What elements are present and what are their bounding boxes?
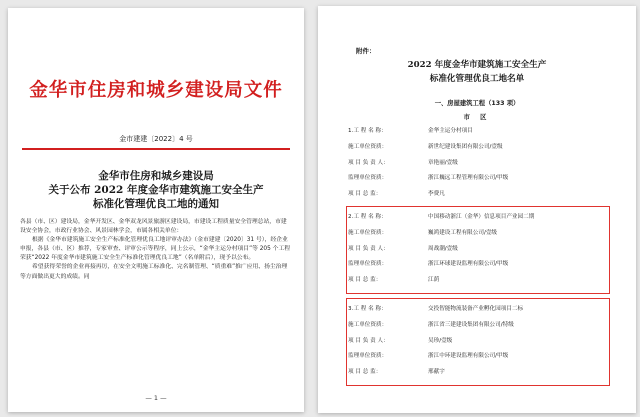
notice-title-line-3: 标准化管理优良工地的通知: [93, 198, 219, 210]
project-row: [348, 242, 606, 258]
field-value: 浙江中环建设监理有限公司/甲级: [428, 353, 509, 360]
field-value: 交投智能物流装备产业孵化园项目二标: [428, 306, 524, 312]
project-row: [348, 302, 606, 318]
body-paragraph-main: 根据《金华市建筑施工安全生产标准化管理优良工地评审办法》（金市建建〔2020〕31 号），经企业申报，各县（市、区）推荐，专家审查、评审公示等程序，同上公示，“金华主运分村项目”等 205 个工程荣获“2022 年度金华市建筑施工安全生产标准化管理优良工地”（名单附后），现予以公布。: [20, 237, 291, 262]
field-label: 项 目 总 监：: [348, 277, 382, 284]
field-label: 监理单位资质：: [348, 261, 388, 268]
project-row: [348, 334, 606, 350]
field-label: 施工单位资质：: [348, 229, 388, 236]
city-heading: 市 区: [463, 114, 491, 121]
field-value: 巍鸿建设工程有限公司/壹级: [428, 229, 498, 236]
field-label: 2.工 程 名 称：: [348, 214, 387, 220]
body-paragraph-recipients: 各县（市、区）建设局，金华开发区、金华双龙风景旅游区建设局，市建设工程质量安全管理总站，市建设安全协会，市政行业协会、风景园林学会，市属各相关单位：: [20, 219, 287, 235]
field-value: 浙江环球建设监理有限公司/甲级: [428, 261, 509, 268]
field-label: 监理单位资质：: [348, 353, 388, 360]
notice-title-line-2: 关于公布 2022 年度金华市建筑施工安全生产: [48, 184, 264, 196]
body-paragraph-closing: 希望获得荣誉的企业再接再厉，在安全文明施工标准化、完名制管理、“质重难”推广应用、扬尘治理等方面做出更大的成绩。同: [20, 264, 288, 280]
project-row: [348, 156, 606, 172]
field-value: 邢献宇: [428, 369, 445, 376]
document-number: 金市建建〔2022〕4 号: [119, 135, 193, 143]
field-value: 浙江巍远工程管理有限公司/甲级: [428, 175, 509, 182]
field-value: 中国移动浙江（金华）信息项目产业园二期: [428, 214, 535, 220]
list-title-line-1: 2022 年度金华市建筑施工安全生产: [407, 60, 547, 70]
page-number: — 1 —: [145, 394, 167, 402]
project-row: [348, 124, 606, 140]
project-row: [348, 226, 606, 242]
project-entry-3: [348, 302, 606, 381]
notice-document-page: [8, 8, 304, 412]
project-row: [348, 273, 606, 289]
field-value: 浙江省三建建设集团有限公司/特级: [428, 321, 514, 328]
project-entry-1: [348, 124, 606, 203]
field-value: 李费凡: [428, 191, 445, 198]
list-title-line-2: 标准化管理优良工地名单: [429, 74, 525, 84]
field-label: 项 目 总 监：: [348, 369, 382, 376]
field-label: 项 目 总 监：: [348, 191, 382, 198]
project-row: [348, 171, 606, 187]
project-row: [348, 140, 606, 156]
field-label: 项 目 负 责 人：: [348, 337, 389, 344]
field-value: 章艳丽/壹级: [428, 159, 458, 166]
red-divider-line: [22, 148, 290, 150]
project-row: [348, 257, 606, 273]
document-red-header: 金华市住房和城乡建设局文件: [29, 80, 283, 101]
notice-body: [20, 218, 292, 282]
field-label: 施工单位资质：: [348, 143, 388, 150]
field-label: 监理单位资质：: [348, 175, 388, 182]
project-entry-2: [348, 210, 606, 289]
field-label: 施工单位资质：: [348, 321, 388, 328]
notice-title-line-1: 金华市住房和城乡建设局: [98, 170, 214, 182]
project-row: [348, 365, 606, 381]
field-value: 江荫: [428, 277, 440, 284]
field-value: 金华主运分村项目: [428, 128, 473, 134]
field-value: 吴珍/壹级: [428, 337, 453, 344]
attachment-label: 附件：: [356, 47, 376, 55]
field-label: 项 目 负 责 人：: [348, 159, 389, 166]
field-label: 3.工 程 名 称：: [348, 306, 387, 312]
project-row: [348, 210, 606, 226]
section-heading: 一、房屋建筑工程（133 项）: [434, 100, 520, 107]
attachment-list-page: [318, 6, 636, 413]
project-row: [348, 187, 606, 203]
project-row: [348, 318, 606, 334]
field-label: 1.工 程 名 称：: [348, 128, 387, 134]
project-row: [348, 349, 606, 365]
field-label: 项 目 负 责 人：: [348, 245, 389, 252]
field-value: 周战潮/壹级: [428, 245, 458, 252]
field-value: 新世纪建设集团有限公司/壹级: [428, 143, 503, 150]
